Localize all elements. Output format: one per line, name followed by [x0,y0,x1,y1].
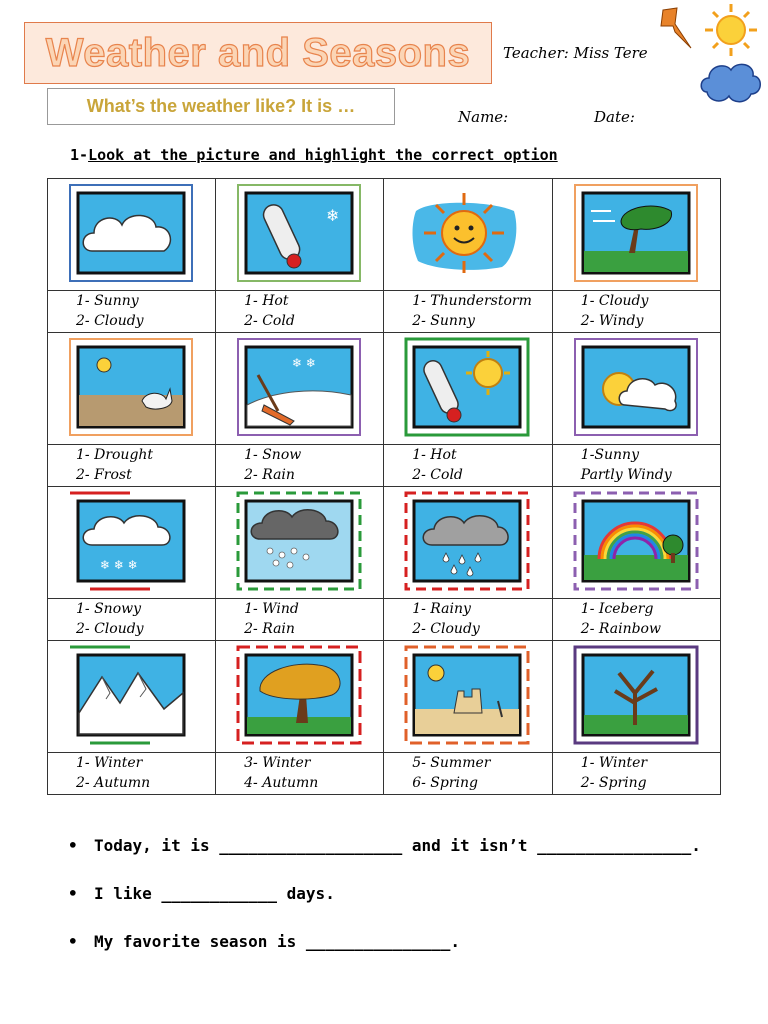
thermometer-hot-picture-icon [402,335,532,441]
snowy-mountains-picture-icon [66,643,196,749]
option-1[interactable]: 1- Winter [580,755,648,771]
thermometer-cold-picture-icon [234,181,364,287]
picture-cell [216,641,384,753]
option-1[interactable]: 1- Hot [244,293,289,309]
option-2[interactable]: Partly Windy [580,467,672,483]
option-1[interactable]: 1- Wind [244,601,299,617]
bare-tree-picture-icon [571,643,701,749]
instruction-number: 1- [70,146,89,164]
option-2[interactable]: 2- Cold [244,313,295,329]
option-2[interactable]: 2- Windy [580,313,644,329]
title-box [24,22,492,84]
picture-cell [384,487,553,599]
option-1[interactable]: 1- Snow [244,447,302,463]
weather-decoration-icon [655,4,765,110]
option-2[interactable]: 2- Rain [244,467,295,483]
picture-cell [48,487,216,599]
sandcastle-beach-picture-icon [402,643,532,749]
option-2[interactable]: 6- Spring [412,775,479,791]
option-cell [552,599,720,641]
name-label: Name: [458,108,509,126]
picture-cell [384,179,553,291]
picture-cell [384,333,553,445]
option-cell [384,753,553,795]
option-1[interactable]: 1- Rainy [412,601,471,617]
picture-cell [384,641,553,753]
page-title: Weather and Seasons [45,30,471,75]
sentence-today[interactable]: • Today, it is ___________________ and it isn’t ________________. [70,836,701,855]
autumn-tree-picture-icon [234,643,364,749]
option-cell [216,599,384,641]
option-cell [384,445,553,487]
picture-cell [216,179,384,291]
option-2[interactable]: 2- Cloudy [76,621,144,637]
option-2[interactable]: 2- Frost [76,467,132,483]
picture-cell [552,487,720,599]
windy-tree-picture-icon [571,181,701,287]
instruction [70,146,558,164]
cloud-picture-icon [66,181,196,287]
hail-cloud-picture-icon [234,489,364,595]
option-1[interactable]: 1- Iceberg [580,601,654,617]
option-cell [384,291,553,333]
picture-cell [48,641,216,753]
option-2[interactable]: 2- Cloudy [412,621,480,637]
option-cell [552,291,720,333]
option-1[interactable]: 1- Sunny [76,293,139,309]
option-1[interactable]: 1- Hot [412,447,457,463]
snow-cloud-picture-icon [66,489,196,595]
svg-text:❄ ❄ ❄: ❄ ❄ ❄ [100,558,138,572]
smiling-sun-picture-icon [402,181,532,287]
picture-cell [552,333,720,445]
option-cell [48,291,216,333]
option-1[interactable]: 5- Summer [412,755,491,771]
option-1[interactable]: 1- Cloudy [580,293,649,309]
svg-text:❄: ❄ [326,206,340,225]
picture-cell [48,179,216,291]
option-1[interactable]: 1- Snowy [76,601,142,617]
option-2[interactable]: 2- Cold [412,467,463,483]
instruction-text: Look at the picture and highlight the correct option [88,146,558,164]
option-1[interactable]: 1- Winter [76,755,143,771]
option-2[interactable]: 2- Spring [580,775,647,791]
option-cell [216,753,384,795]
option-2[interactable]: 4- Autumn [244,775,319,791]
option-cell [552,445,720,487]
option-cell [552,753,720,795]
option-2[interactable]: 2- Rain [244,621,295,637]
sentence-favorite-season[interactable]: • My favorite season is _______________. [70,932,460,951]
option-2[interactable]: 2- Rainbow [580,621,661,637]
subtitle: What’s the weather like? It is … [86,96,356,116]
option-cell [216,445,384,487]
svg-text:❄ ❄: ❄ ❄ [292,356,317,370]
option-1[interactable]: 1-Sunny [580,447,639,463]
option-cell [48,599,216,641]
weather-grid [47,178,721,795]
option-cell [384,599,553,641]
sentence-i-like[interactable]: • I like ____________ days. [70,884,335,903]
option-1[interactable]: 1- Thunderstorm [412,293,532,309]
melting-snowman-picture-icon [234,335,364,441]
option-2[interactable]: 2- Autumn [76,775,151,791]
picture-cell [216,333,384,445]
option-1[interactable]: 1- Drought [76,447,154,463]
picture-cell [216,487,384,599]
picture-cell [48,333,216,445]
rainbow-picture-icon [571,489,701,595]
option-cell [48,445,216,487]
teacher-label: Teacher: Miss Tere [503,44,648,62]
option-2[interactable]: 2- Cloudy [76,313,144,329]
picture-cell [552,641,720,753]
picture-cell [552,179,720,291]
option-cell [216,291,384,333]
option-2[interactable]: 2- Sunny [412,313,475,329]
subtitle-box [47,88,395,125]
option-cell [48,753,216,795]
option-1[interactable]: 3- Winter [244,755,311,771]
sun-behind-cloud-picture-icon [571,335,701,441]
desert-skull-picture-icon [66,335,196,441]
date-label: Date: [594,108,635,126]
rain-cloud-picture-icon [402,489,532,595]
